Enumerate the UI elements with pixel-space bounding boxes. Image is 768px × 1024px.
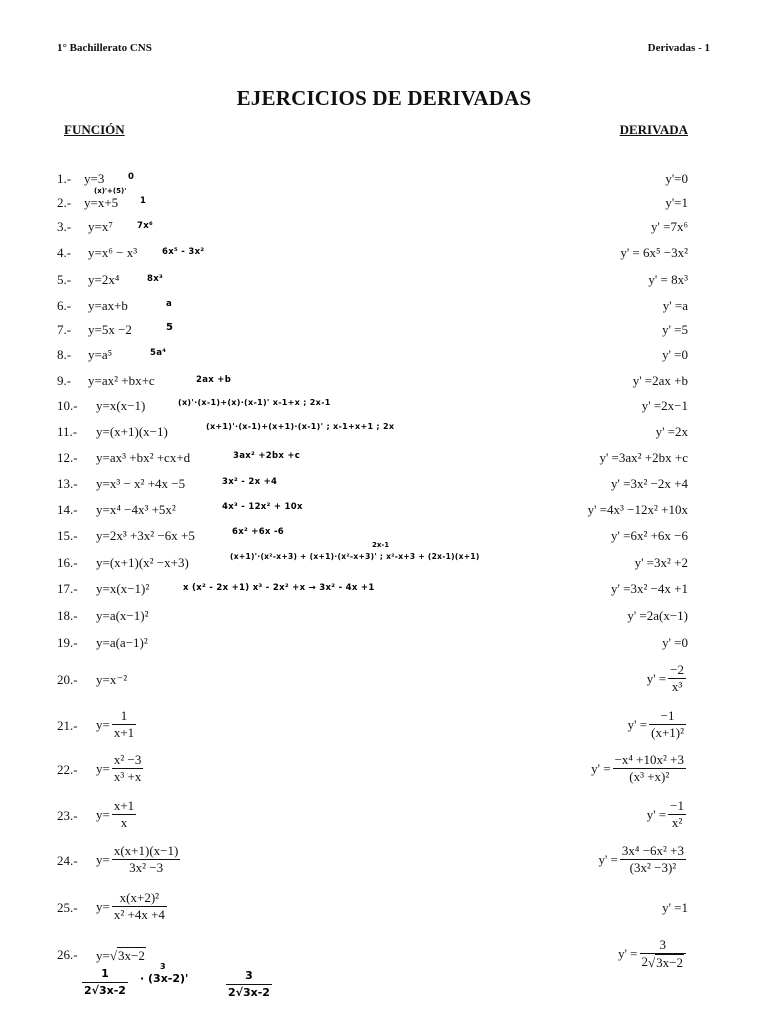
function-expression: y=x⁶ − x³	[88, 245, 138, 260]
derivative-expression: y'=0	[665, 171, 688, 186]
handwritten-note: (x)'+(5)'	[94, 187, 127, 195]
exercise-number: 26.-	[57, 947, 78, 962]
denominator: x²	[671, 815, 683, 830]
numerator: x(x+2)²	[112, 890, 167, 907]
handwritten-note: 3	[160, 962, 166, 971]
exercise-number: 4.-	[57, 245, 72, 260]
derivative-fraction	[668, 662, 686, 695]
column-header-function: FUNCIÓN	[64, 122, 125, 137]
handwritten-work: 5	[166, 322, 174, 333]
denominator: 3x² −3	[129, 860, 164, 875]
exercise-number: 5.-	[57, 272, 72, 287]
function-fraction	[112, 798, 136, 831]
function-expression: y=x+5	[84, 195, 119, 210]
function-expression: y=x(x−1)²	[96, 581, 150, 596]
function-expression: y=ax² +bx+c	[88, 373, 155, 388]
function-label: y=	[96, 760, 110, 776]
derivative-expression: y' =2x	[655, 424, 688, 439]
function-expression: y=x⁴ −4x³ +5x²	[96, 502, 176, 517]
derivative-expression: y' =4x³ −12x² +10x	[587, 502, 688, 517]
denominator: x² +4x +4	[113, 907, 165, 922]
denominator: x+1	[113, 725, 135, 740]
exercise-number: 8.-	[57, 347, 72, 362]
derivative-expression	[647, 662, 688, 695]
handwritten-work: 6x⁵ - 3x²	[162, 247, 205, 257]
handwritten-derivative-step: · (3x-2)'	[140, 972, 189, 985]
function-expression	[96, 890, 169, 923]
derivative-expression: y' =2ax +b	[632, 373, 688, 388]
exercise-row	[0, 752, 768, 788]
function-expression	[96, 752, 145, 785]
function-expression: y=ax³ +bx² +cx+d	[96, 450, 191, 465]
derivative-expression: y' =2a(x−1)	[627, 608, 688, 623]
handwritten-work: (x+1)'·(x-1)+(x+1)·(x-1)' ; x-1+x+1 ; 2x	[206, 422, 395, 431]
exercise-row	[0, 890, 768, 926]
handwritten-work: (x+1)'·(x²-x+3) + (x+1)·(x²-x+3)' ; x²-x+3 + (2x-1)(x+1)	[230, 552, 480, 561]
handwritten-work: 3x² - 2x +4	[222, 477, 278, 487]
derivative-expression: y'=1	[665, 195, 688, 210]
function-label: y=	[96, 716, 110, 732]
function-fraction	[112, 843, 180, 876]
derivative-expression: y' =a	[662, 298, 688, 313]
numerator: −x⁴ +10x² +3	[614, 752, 684, 767]
derivative-fraction	[649, 708, 686, 741]
exercise-row	[0, 798, 768, 834]
derivative-expression: y' =3x² −4x +1	[611, 581, 688, 596]
derivative-expression: y' =0	[662, 347, 688, 362]
derivative-fraction	[668, 798, 686, 831]
derivative-label: y' =	[598, 851, 618, 867]
derivative-fraction	[640, 937, 686, 971]
exercise-row	[0, 708, 768, 744]
denominator-coefficient: 2	[641, 954, 649, 969]
handwritten-fraction-b	[224, 968, 274, 1001]
function-expression: y=(x+1)(x−1)	[96, 424, 168, 439]
numerator: x(x+1)(x−1)	[113, 843, 179, 858]
handwritten-note: 2x-1	[372, 541, 390, 549]
handwritten-work: 7x⁶	[137, 221, 154, 231]
function-fraction	[112, 708, 136, 741]
exercise-number: 11.-	[57, 424, 78, 439]
handwritten-work: a	[166, 299, 173, 309]
exercise-number: 20.-	[57, 672, 78, 687]
derivative-expression	[598, 843, 688, 876]
page-title: EJERCICIOS DE DERIVADAS	[236, 86, 532, 110]
handwritten-work: (x)'·(x-1)+(x)·(x-1)' x-1+x ; 2x-1	[178, 398, 331, 407]
handwritten-work: 1	[140, 196, 147, 206]
derivative-expression: y' =0	[662, 635, 688, 650]
numerator: x² −3	[113, 752, 142, 767]
exercise-number: 14.-	[57, 502, 78, 517]
exercise-number: 10.-	[57, 398, 78, 413]
function-label: y=	[96, 851, 110, 867]
function-expression: y=2x⁴	[88, 272, 120, 287]
function-expression	[96, 798, 138, 831]
derivative-label: y' =	[618, 946, 638, 962]
exercise-number: 3.-	[57, 219, 72, 234]
exercise-number: 16.-	[57, 555, 78, 570]
square-root: √3x−2	[648, 955, 683, 971]
exercise-number: 9.-	[57, 373, 72, 388]
exercise-number: 7.-	[57, 322, 72, 337]
handwritten-work: 5a⁴	[150, 348, 167, 358]
exercise-number: 22.-	[57, 762, 78, 777]
numerator: 3	[226, 968, 272, 985]
function-label: y=	[96, 898, 110, 914]
derivative-expression: y' =5	[662, 322, 688, 337]
numerator: 3x⁴ −6x² +3	[621, 843, 684, 858]
exercise-number: 2.-	[57, 195, 72, 210]
handwritten-work: 2ax +b	[196, 375, 232, 385]
exercise-number: 21.-	[57, 718, 78, 733]
derivative-expression	[647, 798, 688, 831]
handwritten-work: 0	[128, 172, 135, 182]
exercise-row	[0, 662, 768, 698]
numerator: 3	[640, 937, 686, 954]
exercise-row	[0, 843, 768, 879]
exercise-number: 1.-	[57, 171, 72, 186]
exercise-number: 13.-	[57, 476, 78, 491]
handwritten-fraction	[82, 966, 128, 999]
derivative-expression	[618, 937, 688, 971]
function-expression: y=x(x−1)	[96, 398, 146, 413]
function-expression: y=3	[84, 171, 105, 186]
handwritten-work: x (x² - 2x +1) x³ - 2x² +x → 3x² - 4x +1	[183, 583, 375, 593]
function-expression: y=ax+b	[88, 298, 128, 313]
radicand: 3x−2	[117, 948, 145, 964]
function-fraction	[112, 752, 143, 785]
denominator: 2√3x-2	[228, 986, 270, 999]
numerator: −2	[670, 662, 684, 677]
denominator: x³	[671, 679, 683, 694]
header-page-label: Derivadas - 1	[647, 42, 710, 54]
function-fraction	[112, 890, 167, 923]
function-expression: y=2x³ +3x² −6x +5	[96, 528, 195, 543]
denominator	[640, 954, 686, 971]
function-expression: y=a⁵	[88, 347, 113, 362]
derivative-expression: y' = 8x³	[648, 272, 688, 287]
denominator: (x³ +x)²	[629, 769, 670, 784]
derivative-expression: y' =1	[662, 900, 688, 915]
function-expression	[96, 708, 138, 741]
function-expression	[96, 947, 146, 964]
function-expression: y=x⁻²	[96, 672, 128, 687]
derivative-expression: y' =2x−1	[641, 398, 688, 413]
function-expression	[96, 843, 182, 876]
denominator: (x+1)²	[651, 725, 684, 740]
exercise-number: 17.-	[57, 581, 78, 596]
exercise-number: 24.-	[57, 853, 78, 868]
exercise-number: 6.-	[57, 298, 72, 313]
function-expression: y=a(a−1)²	[96, 635, 148, 650]
denominator: 2√3x-2	[84, 984, 126, 997]
denominator: x³ +x	[113, 769, 142, 784]
handwritten-work: 4x³ - 12x² + 10x	[222, 502, 303, 512]
exercise-number: 15.-	[57, 528, 78, 543]
function-label: y=	[96, 948, 110, 964]
exercise-number: 12.-	[57, 450, 78, 465]
derivative-fraction	[620, 843, 686, 876]
derivative-expression: y' =7x⁶	[651, 219, 688, 234]
numerator: 1	[82, 966, 128, 983]
column-header-derivative: DERIVADA	[619, 122, 688, 137]
derivative-label: y' =	[591, 760, 611, 776]
handwritten-work: 8x³	[147, 274, 164, 284]
exercise-number: 19.-	[57, 635, 78, 650]
function-label: y=	[96, 806, 110, 822]
denominator: (3x² −3)²	[629, 860, 677, 875]
derivative-label: y' =	[627, 716, 648, 732]
handwritten-fraction	[226, 968, 272, 1001]
radicand: 3x−2	[656, 955, 683, 971]
numerator: −1	[649, 708, 686, 725]
derivative-expression: y' =3x² +2	[634, 555, 688, 570]
derivative-expression: y' = 6x⁵ −3x²	[620, 245, 688, 260]
header-course: 1° Bachillerato CNS	[57, 42, 152, 54]
function-expression: y=x³ − x² +4x −5	[96, 476, 186, 491]
numerator: x+1	[113, 798, 135, 813]
derivative-label: y' =	[646, 670, 667, 686]
denominator: x	[120, 815, 128, 830]
function-expression: y=(x+1)(x² −x+3)	[96, 555, 189, 570]
function-expression: y=a(x−1)²	[96, 608, 149, 623]
derivative-expression	[628, 708, 688, 741]
handwritten-work: 6x² +6x -6	[232, 527, 284, 537]
handwritten-work: 3ax² +2bx +c	[233, 451, 301, 461]
exercise-number: 25.-	[57, 900, 78, 915]
function-expression: y=x⁷	[88, 219, 113, 234]
square-root: √3x−2	[109, 948, 145, 964]
derivative-label: y' =	[646, 806, 667, 822]
numerator: −1	[670, 798, 684, 813]
derivative-expression: y' =3ax² +2bx +c	[599, 450, 688, 465]
derivative-fraction	[613, 752, 686, 785]
exercise-number: 23.-	[57, 808, 78, 823]
exercise-number: 18.-	[57, 608, 78, 623]
derivative-expression: y' =3x² −2x +4	[611, 476, 688, 491]
function-expression: y=5x −2	[88, 322, 132, 337]
derivative-expression	[591, 752, 688, 785]
derivative-expression: y' =6x² +6x −6	[611, 528, 688, 543]
handwritten-fraction-a	[80, 966, 130, 999]
numerator: 1	[112, 708, 136, 725]
